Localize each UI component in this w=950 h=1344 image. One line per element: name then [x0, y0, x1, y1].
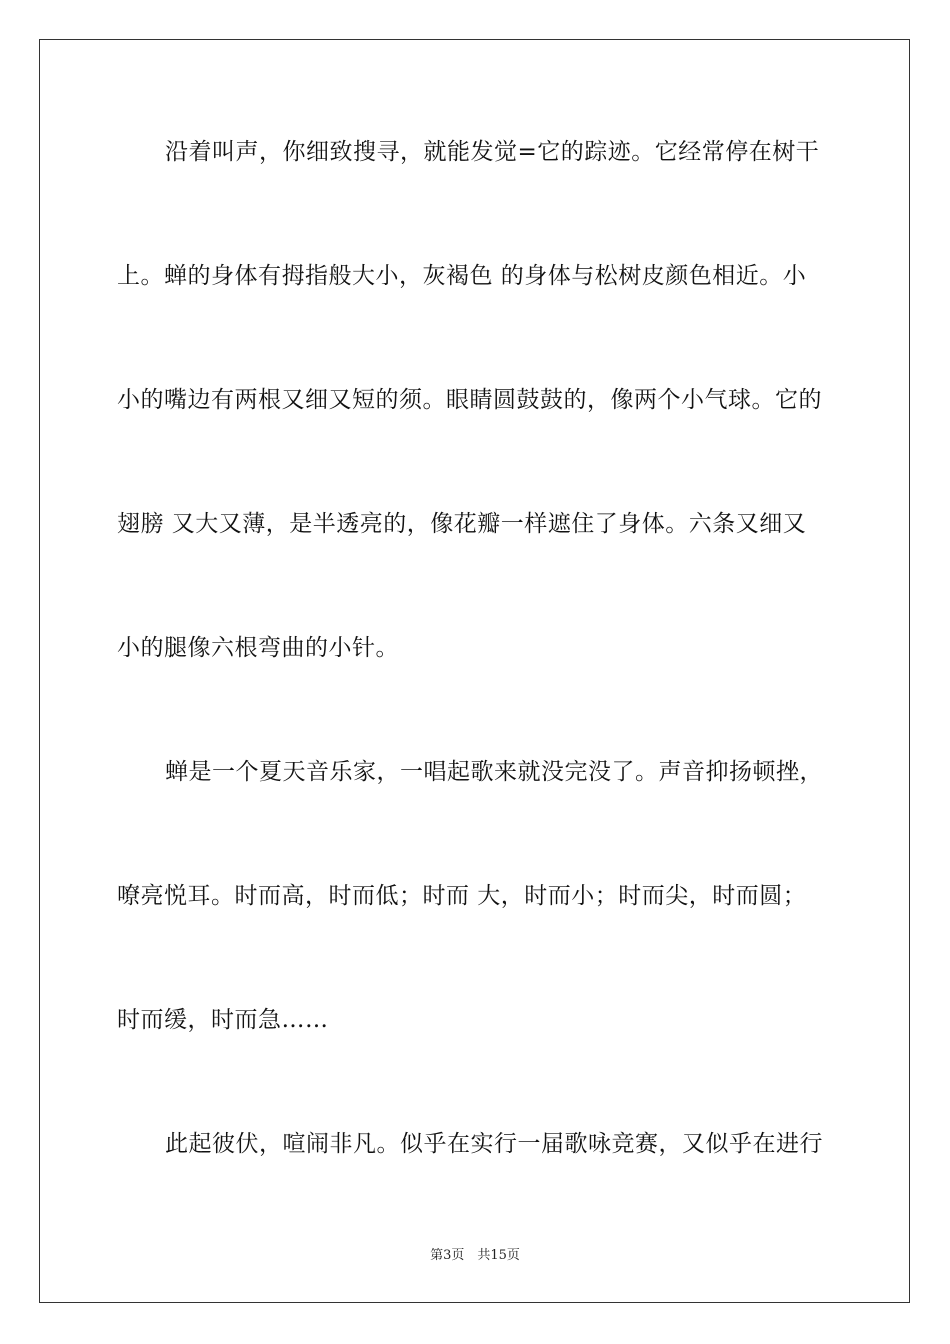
paragraph-1-line-2: 上。蝉的身体有拇指般大小，灰褐色 的身体与松树皮颜色相近。小 [117, 263, 807, 289]
paragraph-1-line-4: 翅膀 又大又薄，是半透亮的，像花瓣一样遮住了身体。六条又细又 [117, 511, 807, 537]
paragraph-1-line-5: 小的腿像六根弯曲的小针。 [117, 635, 399, 661]
page-footer: 第3页 共15页 [430, 1248, 520, 1263]
paragraph-3-line-1: 此起彼伏，喧闹非凡。似乎在实行一届歌咏竞赛，又似乎在进行 [165, 1131, 823, 1157]
paragraph-1-line-3: 小的嘴边有两根又细又短的须。眼睛圆鼓鼓的，像两个小气球。它的 [117, 387, 822, 413]
paragraph-2-line-1: 蝉是一个夏天音乐家，一唱起歌来就没完没了。声音抑扬顿挫， [165, 759, 823, 785]
paragraph-1-line-1: 沿着叫声，你细致搜寻，就能发觉=它的踪迹。它经常停在树干 [165, 139, 820, 165]
paragraph-2-line-2: 嘹亮悦耳。时而高，时而低；时而 大，时而小；时而尖，时而圆； [117, 883, 807, 909]
page-border [39, 39, 910, 1303]
paragraph-2-line-3: 时而缓，时而急…… [117, 1007, 329, 1033]
